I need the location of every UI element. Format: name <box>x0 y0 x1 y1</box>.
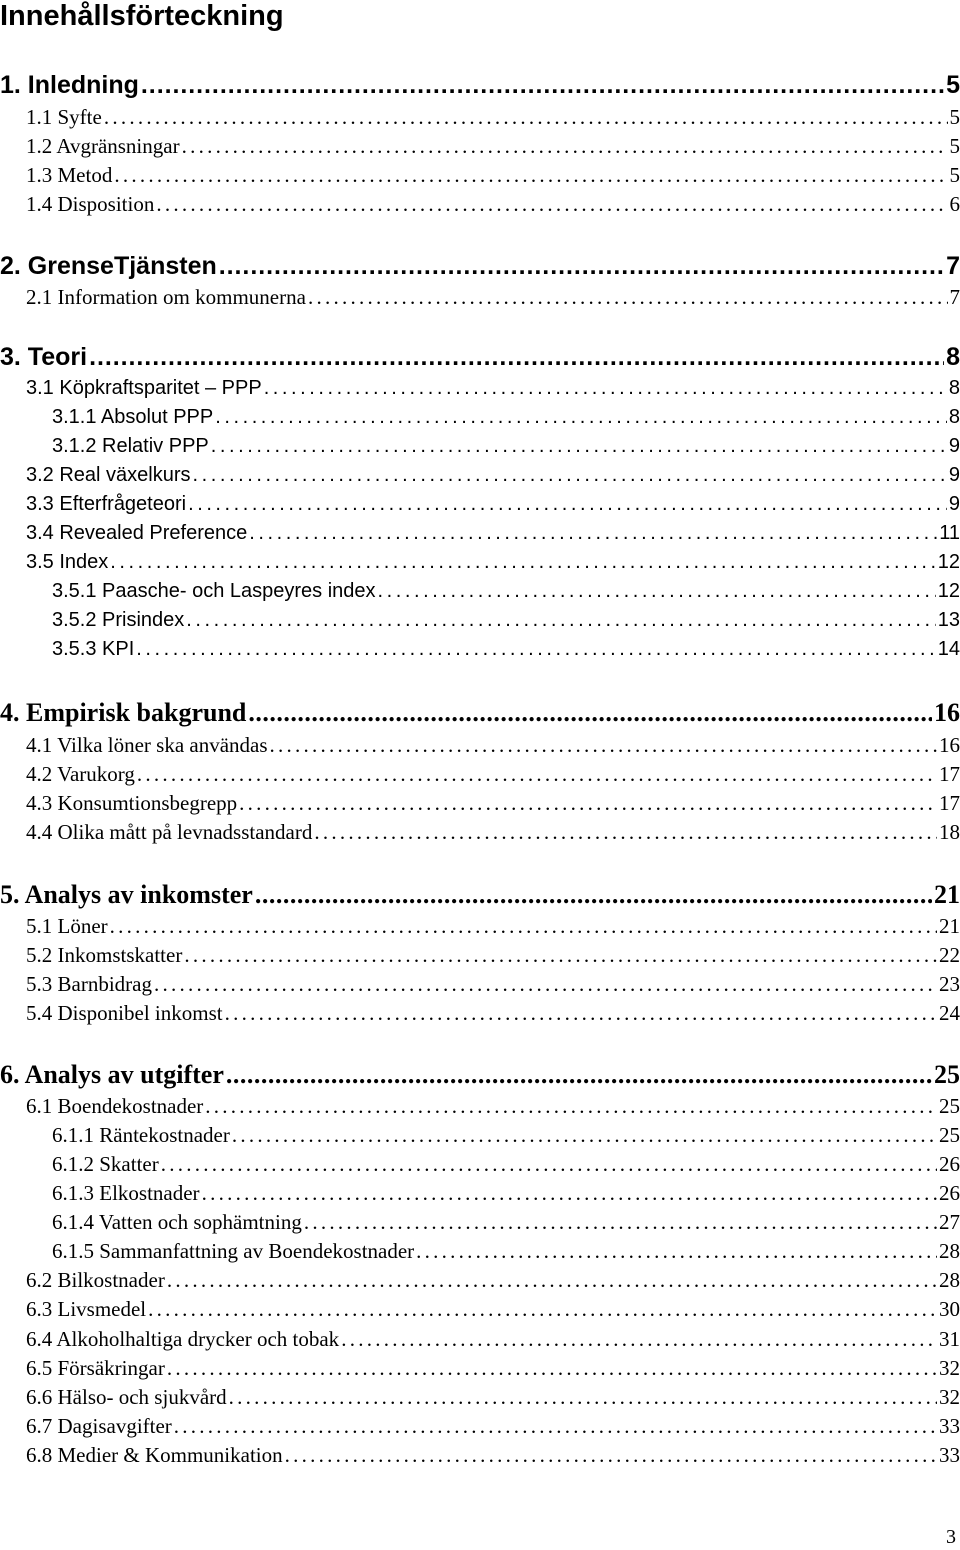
toc-entry[interactable] <box>26 732 960 758</box>
dot-leader <box>188 491 947 517</box>
toc-entry-page: 14 <box>937 638 960 660</box>
toc-entry-page: 17 <box>939 762 960 786</box>
dot-leader <box>211 433 947 459</box>
toc-entry-page: 24 <box>939 1001 960 1025</box>
toc-entry-label: 1.4 Disposition <box>26 192 155 216</box>
toc-entry-label: 3.5 Index <box>26 551 109 573</box>
toc-entry-label: 2. GrenseTjänsten <box>0 252 217 280</box>
toc-entry-chapter[interactable] <box>0 342 960 372</box>
dot-leader <box>174 1413 937 1439</box>
toc-entry[interactable] <box>26 790 960 816</box>
toc-entry-label: 4.3 Konsumtionsbegrepp <box>26 791 238 815</box>
dot-leader <box>167 1267 937 1293</box>
dot-leader <box>219 251 944 281</box>
dot-leader <box>416 1238 937 1264</box>
toc-entry-label: 5.4 Disponibel inkomst <box>26 1001 223 1025</box>
toc-entry-page: 9 <box>948 435 960 457</box>
toc-entry-page: 27 <box>939 1210 960 1234</box>
toc-entry-label: 6.2 Bilkostnader <box>26 1268 165 1292</box>
toc-entry-label: 6.1.3 Elkostnader <box>52 1181 200 1205</box>
toc-entry-page: 17 <box>939 791 960 815</box>
toc-entry-page: 25 <box>934 1060 960 1089</box>
toc-entry-label: 3.1.2 Relativ PPP <box>52 435 209 457</box>
toc-entry-label: 2.1 Information om kommunerna <box>26 285 306 309</box>
dot-leader <box>114 162 947 188</box>
dot-leader <box>184 942 937 968</box>
toc-entry-label: 6.1.2 Skatter <box>52 1152 159 1176</box>
toc-entry-page: 28 <box>939 1268 960 1292</box>
toc-entry[interactable] <box>52 1238 960 1264</box>
toc-entry-label: 1. Inledning <box>0 71 139 99</box>
toc-entry[interactable] <box>26 1296 960 1322</box>
toc-entry-label: 6.7 Dagisavgifter <box>26 1414 172 1438</box>
toc-entry[interactable] <box>52 1122 960 1148</box>
toc-entry[interactable] <box>26 191 960 217</box>
toc-entry-page: 32 <box>939 1385 960 1409</box>
dot-leader <box>232 1122 937 1148</box>
toc-entry-label: 6.4 Alkoholhaltiga drycker och tobak <box>26 1327 340 1351</box>
dot-leader <box>161 1151 937 1177</box>
toc-entry[interactable] <box>52 607 960 633</box>
toc-entry-label: 4.2 Varukorg <box>26 762 135 786</box>
toc-entry[interactable] <box>26 942 960 968</box>
toc-entry[interactable] <box>26 1326 960 1352</box>
dot-leader <box>205 1093 937 1119</box>
toc-entry-label: 3.5.2 Prisindex <box>52 609 185 631</box>
toc-entry-page: 33 <box>939 1414 960 1438</box>
toc-entry-page: 25 <box>939 1123 960 1147</box>
dot-leader <box>304 1209 937 1235</box>
dot-leader <box>225 1000 937 1026</box>
dot-leader <box>141 70 944 100</box>
toc-entry[interactable] <box>26 491 960 517</box>
toc-entry-label: 6. Analys av utgifter <box>0 1060 224 1089</box>
toc-title: Innehållsförteckning <box>0 0 284 32</box>
toc-entry-label: 6.3 Livsmedel <box>26 1297 147 1321</box>
toc-entry[interactable] <box>26 1442 960 1468</box>
toc-entry-page: 7 <box>949 285 960 309</box>
toc-entry-page: 30 <box>939 1297 960 1321</box>
toc-entry[interactable] <box>52 636 960 662</box>
toc-entry-label: 3.1 Köpkraftsparitet – PPP <box>26 377 262 399</box>
toc-entry-label: 1.3 Metod <box>26 163 113 187</box>
toc-entry[interactable] <box>26 913 960 939</box>
dot-leader <box>341 1326 937 1352</box>
dot-leader <box>226 1060 932 1090</box>
toc-entry-label: 4. Empirisk bakgrund <box>0 698 247 727</box>
dot-leader <box>248 698 932 728</box>
toc-entry-label: 5. Analys av inkomster <box>0 880 253 909</box>
dot-leader <box>264 375 947 401</box>
toc-entry-label: 6.1.4 Vatten och sophämtning <box>52 1210 302 1234</box>
toc-entry-chapter[interactable] <box>0 698 960 728</box>
dot-leader <box>314 819 937 845</box>
toc-entry-label: 6.1.5 Sammanfattning av Boendekostnader <box>52 1239 415 1263</box>
toc-entry[interactable] <box>26 1267 960 1293</box>
toc-entry[interactable] <box>26 462 960 488</box>
toc-entry[interactable] <box>26 1000 960 1026</box>
dot-leader <box>249 520 937 546</box>
dot-leader <box>202 1180 937 1206</box>
toc-entry[interactable] <box>26 104 960 130</box>
toc-entry-chapter[interactable] <box>0 251 960 281</box>
toc-entry-page: 16 <box>934 698 960 727</box>
dot-leader <box>270 732 937 758</box>
toc-entry-chapter[interactable] <box>0 70 960 100</box>
toc-entry-page: 33 <box>939 1443 960 1467</box>
toc-entry[interactable] <box>26 549 960 575</box>
page-number: 3 <box>946 1526 956 1548</box>
toc-entry-label: 3.5.1 Paasche- och Laspeyres index <box>52 580 376 602</box>
dot-leader <box>104 104 948 130</box>
toc-entry-page: 8 <box>948 377 960 399</box>
toc-entry[interactable] <box>52 404 960 430</box>
toc-entry-page: 12 <box>937 580 960 602</box>
toc-entry[interactable] <box>26 971 960 997</box>
dot-leader <box>148 1296 937 1322</box>
dot-leader <box>239 790 937 816</box>
dot-leader <box>154 971 937 997</box>
toc-entry[interactable] <box>52 1180 960 1206</box>
toc-entry-page: 32 <box>939 1356 960 1380</box>
toc-entry[interactable] <box>26 1355 960 1381</box>
dot-leader <box>182 133 948 159</box>
dot-leader <box>308 284 948 310</box>
toc-entry-label: 3.3 Efterfrågeteori <box>26 493 187 515</box>
dot-leader <box>89 342 944 372</box>
toc-entry-label: 6.8 Medier & Kommunikation <box>26 1443 283 1467</box>
toc-entry-label: 6.1 Boendekostnader <box>26 1094 204 1118</box>
dot-leader <box>186 607 935 633</box>
toc-entry-page: 26 <box>939 1152 960 1176</box>
toc-entry-chapter[interactable] <box>0 880 960 910</box>
toc-entry[interactable] <box>52 433 960 459</box>
dot-leader <box>285 1442 937 1468</box>
toc-entry[interactable] <box>26 1093 960 1119</box>
dot-leader <box>193 462 947 488</box>
toc-entry-label: 3.4 Revealed Preference <box>26 522 248 544</box>
toc-entry-page: 8 <box>946 343 960 371</box>
toc-entry[interactable] <box>26 520 960 546</box>
toc-entry-page: 13 <box>937 609 960 631</box>
toc-entry-page: 9 <box>948 493 960 515</box>
toc-entry[interactable] <box>26 761 960 787</box>
toc-entry[interactable] <box>52 1209 960 1235</box>
toc-entry-page: 28 <box>939 1239 960 1263</box>
toc-entry-page: 21 <box>939 914 960 938</box>
toc-entry-page: 18 <box>939 820 960 844</box>
toc-entry-label: 5.1 Löner <box>26 914 108 938</box>
toc-entry-chapter[interactable] <box>0 1060 960 1090</box>
toc-entry-label: 3.5.3 KPI <box>52 638 135 660</box>
toc-entry[interactable] <box>26 375 960 401</box>
toc-entry[interactable] <box>26 284 960 310</box>
toc-entry-page: 8 <box>948 406 960 428</box>
toc-entry-page: 9 <box>948 464 960 486</box>
dot-leader <box>156 191 947 217</box>
toc-entry-page: 12 <box>937 551 960 573</box>
toc-entry-page: 11 <box>939 522 960 544</box>
toc-entry[interactable] <box>52 578 960 604</box>
toc-entry[interactable] <box>26 133 960 159</box>
toc-entry[interactable] <box>26 1413 960 1439</box>
toc-entry-page: 5 <box>949 105 960 129</box>
toc-entry[interactable] <box>26 1384 960 1410</box>
dot-leader <box>136 636 935 662</box>
toc-entry-label: 4.4 Olika mått på levnadsstandard <box>26 820 313 844</box>
toc-entry-label: 1.2 Avgränsningar <box>26 134 180 158</box>
toc-entry[interactable] <box>26 162 960 188</box>
toc-entry-page: 26 <box>939 1181 960 1205</box>
dot-leader <box>110 549 935 575</box>
toc-entry-label: 5.3 Barnbidrag <box>26 972 152 996</box>
dot-leader <box>167 1355 937 1381</box>
toc-entry-page: 31 <box>939 1327 960 1351</box>
dot-leader <box>110 913 937 939</box>
toc-entry-label: 3.2 Real växelkurs <box>26 464 191 486</box>
toc-entry-page: 21 <box>934 880 960 909</box>
toc-entry-label: 3.1.1 Absolut PPP <box>52 406 214 428</box>
toc-entry-page: 5 <box>946 71 960 99</box>
toc-entry-page: 25 <box>939 1094 960 1118</box>
toc-entry-page: 16 <box>939 733 960 757</box>
toc-entry-label: 6.6 Hälso- och sjukvård <box>26 1385 227 1409</box>
dot-leader <box>215 404 947 430</box>
toc-entry-label: 6.1.1 Räntekostnader <box>52 1123 230 1147</box>
toc-entry-label: 6.5 Försäkringar <box>26 1356 165 1380</box>
toc-entry-page: 23 <box>939 972 960 996</box>
toc-entry-label: 5.2 Inkomstskatter <box>26 943 183 967</box>
toc-entry-page: 6 <box>949 192 960 216</box>
toc-entry-page: 22 <box>939 943 960 967</box>
toc-entry[interactable] <box>52 1151 960 1177</box>
dot-leader <box>137 761 937 787</box>
dot-leader <box>378 578 936 604</box>
toc-entry[interactable] <box>26 819 960 845</box>
dot-leader <box>229 1384 937 1410</box>
toc-entry-page: 5 <box>949 134 960 158</box>
toc-entry-label: 3. Teori <box>0 343 88 371</box>
dot-leader <box>255 880 932 910</box>
toc-entry-label: 1.1 Syfte <box>26 105 102 129</box>
toc-entry-page: 5 <box>949 163 960 187</box>
toc-entry-page: 7 <box>946 252 960 280</box>
toc-entry-label: 4.1 Vilka löner ska användas <box>26 733 268 757</box>
